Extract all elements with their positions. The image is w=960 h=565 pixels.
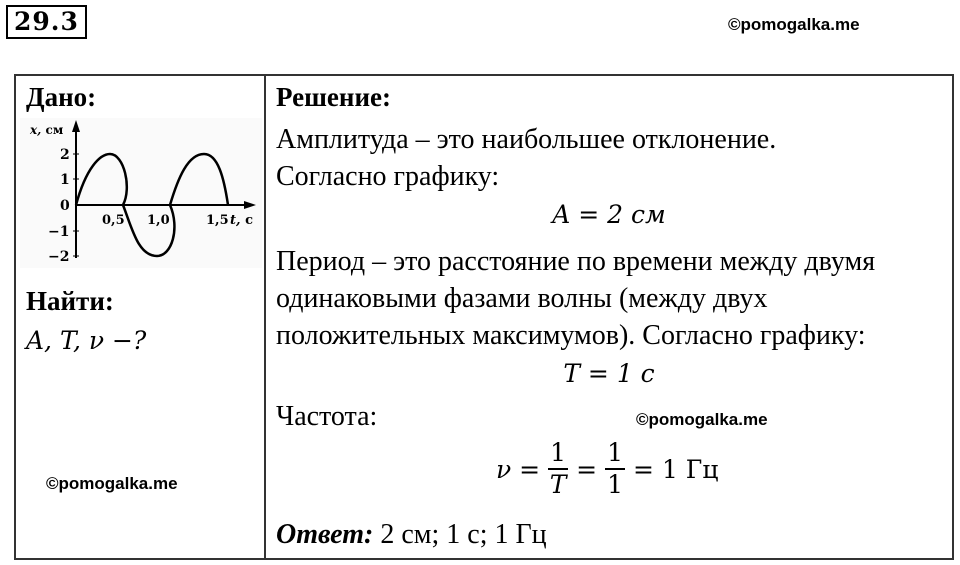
svg-text:0,5: 0,5 [102, 213, 125, 228]
watermark-left: ©pomogalka.me [46, 474, 178, 493]
period-definition-2: одинаковыми фазами волны (между двух [276, 283, 768, 314]
equals: = [576, 454, 598, 484]
svg-text:1,0: 1,0 [147, 213, 170, 228]
solution-heading: Решение: [276, 82, 391, 112]
svg-text:2: 2 [60, 147, 70, 163]
svg-text:−2: −2 [48, 249, 70, 265]
denominator: T [549, 470, 567, 499]
numerator: 1 [607, 438, 623, 467]
svg-text:0: 0 [60, 198, 70, 214]
given-heading: Дано: [26, 82, 97, 112]
svg-text:x, см: x, см [30, 123, 64, 137]
watermark-center: ©pomogalka.me [636, 410, 768, 429]
fraction-1-over-1 [605, 438, 625, 500]
svg-text:−1: −1 [48, 224, 70, 240]
freq-result: = 1 Гц [633, 454, 719, 484]
period-definition-1: Период – это расстояние по времени между двумя [276, 246, 876, 277]
according-to-graph-1: Согласно графику: [276, 161, 500, 192]
frequency-formula [496, 438, 718, 500]
given-column [16, 76, 266, 558]
find-text: A, T, ν −? [26, 326, 147, 355]
frequency-label: Частота: [276, 401, 378, 432]
amplitude-formula: A = 2 см [552, 200, 666, 229]
find-heading: Найти: [26, 286, 114, 316]
period-definition-3: положительных максимумов). Согласно графику: [276, 320, 866, 351]
svg-text:1: 1 [60, 172, 70, 188]
watermark-top: ©pomogalka.me [728, 15, 860, 34]
fraction-1-over-T [548, 438, 568, 500]
amplitude-definition: Амплитуда – это наибольшее отклонение. [276, 124, 777, 155]
solution-table [14, 74, 954, 560]
answer-line [276, 516, 547, 553]
answer-label: Ответ: [276, 519, 374, 550]
svg-text:1,5: 1,5 [206, 213, 229, 228]
denominator: 1 [607, 470, 623, 499]
solution-column [266, 76, 952, 558]
oscillation-graph [20, 118, 262, 268]
problem-number: 29.3 [6, 5, 87, 39]
freq-lhs: ν = [496, 454, 541, 484]
answer-text: 2 см; 1 с; 1 Гц [380, 519, 547, 550]
numerator: 1 [550, 438, 567, 467]
period-formula: T = 1 с [563, 359, 655, 388]
svg-text:t, с: t, с [230, 213, 253, 228]
